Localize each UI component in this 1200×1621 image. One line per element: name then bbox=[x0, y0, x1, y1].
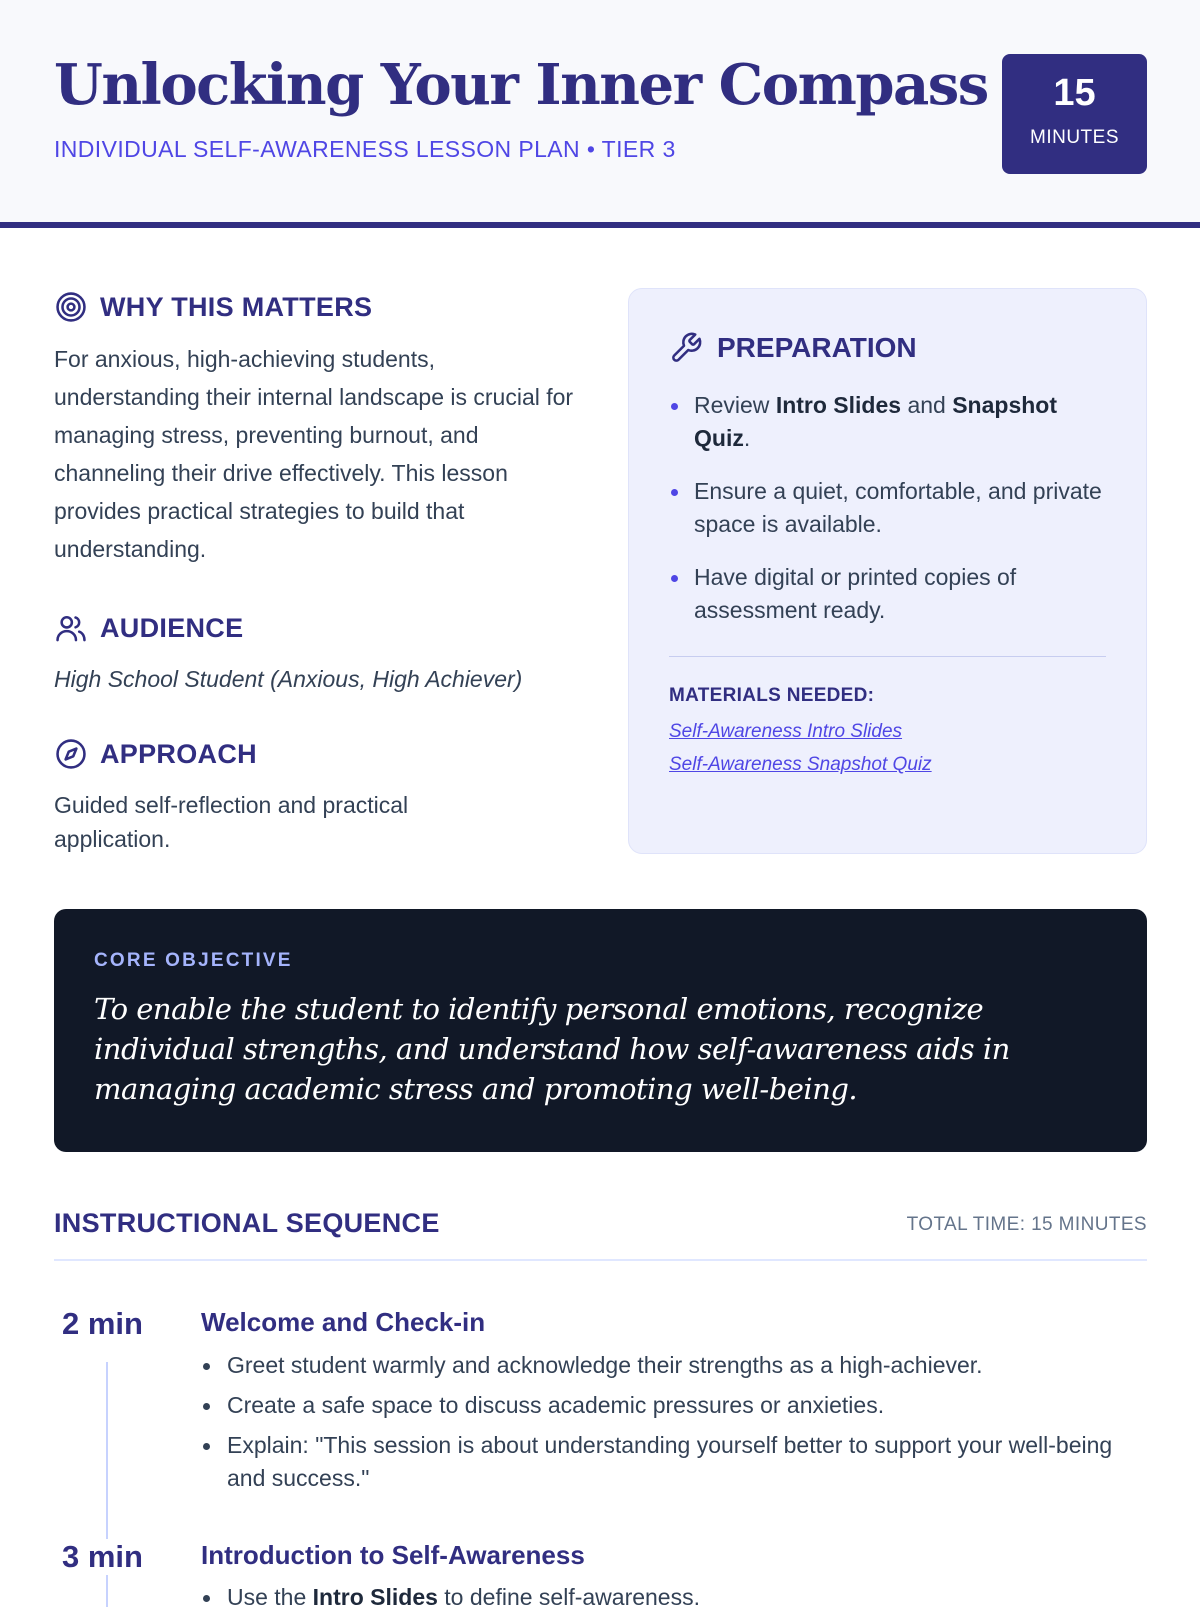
step-bullets bbox=[201, 1581, 1141, 1621]
step-time: 3 min bbox=[62, 1539, 143, 1574]
step-bullet-bold: Intro Slides bbox=[312, 1584, 438, 1610]
preparation-item-bold: Snapshot Quiz bbox=[694, 392, 1057, 451]
page-title: Unlocking Your Inner Compass bbox=[54, 52, 988, 118]
core-objective-text: To enable the student to identify personal emotions, recognize individual strengths, and understand how self-awareness aids in managing academic stress and promoting well-being. bbox=[94, 992, 1010, 1106]
approach-heading bbox=[54, 737, 257, 771]
audience-heading bbox=[54, 611, 243, 645]
core-objective-label: CORE OBJECTIVE bbox=[94, 950, 293, 971]
users-icon bbox=[54, 611, 88, 645]
preparation-item bbox=[669, 475, 1109, 541]
duration-value: 15 bbox=[1053, 72, 1096, 114]
duration-badge bbox=[1002, 54, 1147, 174]
preparation-heading bbox=[669, 331, 917, 365]
preparation-item-bold: Intro Slides bbox=[775, 392, 902, 418]
divider bbox=[669, 656, 1106, 657]
step-bullet: Greet student warmly and acknowledge their strengths as a high-achiever. bbox=[201, 1349, 1141, 1382]
duration-unit: MINUTES bbox=[1030, 127, 1119, 148]
wrench-icon bbox=[669, 331, 703, 365]
materials-link-snapshot-quiz[interactable]: Self-Awareness Snapshot Quiz bbox=[669, 754, 932, 775]
step-bullets bbox=[201, 1349, 1141, 1502]
compass-icon bbox=[54, 737, 88, 771]
materials-label: MATERIALS NEEDED: bbox=[669, 685, 875, 706]
core-objective-panel bbox=[54, 909, 1147, 1152]
step-bullet: Create a safe space to discuss academic pressures or anxieties. bbox=[201, 1389, 1141, 1422]
preparation-item-text: and bbox=[901, 392, 953, 418]
preparation-item-text: . bbox=[743, 425, 751, 451]
sequence-total-time: TOTAL TIME: 15 MINUTES bbox=[906, 1214, 1147, 1235]
step-title: Introduction to Self-Awareness bbox=[201, 1540, 585, 1570]
preparation-item bbox=[669, 389, 1109, 455]
step-bullet-text: Use the bbox=[227, 1584, 313, 1610]
why-text: For anxious, high-achieving students, understanding their internal landscape is crucial for managing stress, preventing burnout, and channeling their drive effectively. This lesson provides practical strategies to build that understanding. bbox=[54, 346, 574, 562]
preparation-list bbox=[669, 389, 1109, 647]
audience-text: High School Student (Anxious, High Achiever) bbox=[54, 666, 523, 692]
step-bullet: Explain: "This session is about understanding yourself better to support your well-being and success." bbox=[201, 1429, 1141, 1495]
materials-link-intro-slides[interactable]: Self-Awareness Intro Slides bbox=[669, 721, 903, 742]
step-bullet bbox=[201, 1581, 1141, 1614]
audience-heading-label: AUDIENCE bbox=[100, 612, 244, 643]
divider bbox=[54, 1259, 1147, 1261]
step-title: Welcome and Check-in bbox=[201, 1307, 486, 1337]
preparation-item-text: Have digital or printed copies of assessment ready. bbox=[694, 564, 1017, 623]
preparation-card bbox=[628, 288, 1147, 854]
approach-text: Guided self-reflection and practical application. bbox=[54, 792, 409, 852]
preparation-item-text: Ensure a quiet, comfortable, and private space is available. bbox=[694, 478, 1102, 537]
target-icon bbox=[54, 290, 88, 324]
preparation-item bbox=[669, 561, 1109, 627]
why-heading-label: WHY THIS MATTERS bbox=[100, 291, 373, 322]
step-time: 2 min bbox=[62, 1306, 143, 1341]
preparation-heading-label: PREPARATION bbox=[717, 332, 917, 363]
approach-heading-label: APPROACH bbox=[100, 738, 257, 769]
sequence-heading: INSTRUCTIONAL SEQUENCE bbox=[54, 1208, 440, 1238]
lesson-header bbox=[0, 0, 1200, 228]
page-subtitle: INDIVIDUAL SELF-AWARENESS LESSON PLAN • TIER 3 bbox=[54, 136, 676, 162]
preparation-item-text: Review bbox=[694, 392, 776, 418]
step-bullet-text: to define self-awareness. bbox=[437, 1584, 700, 1610]
why-heading bbox=[54, 290, 372, 324]
